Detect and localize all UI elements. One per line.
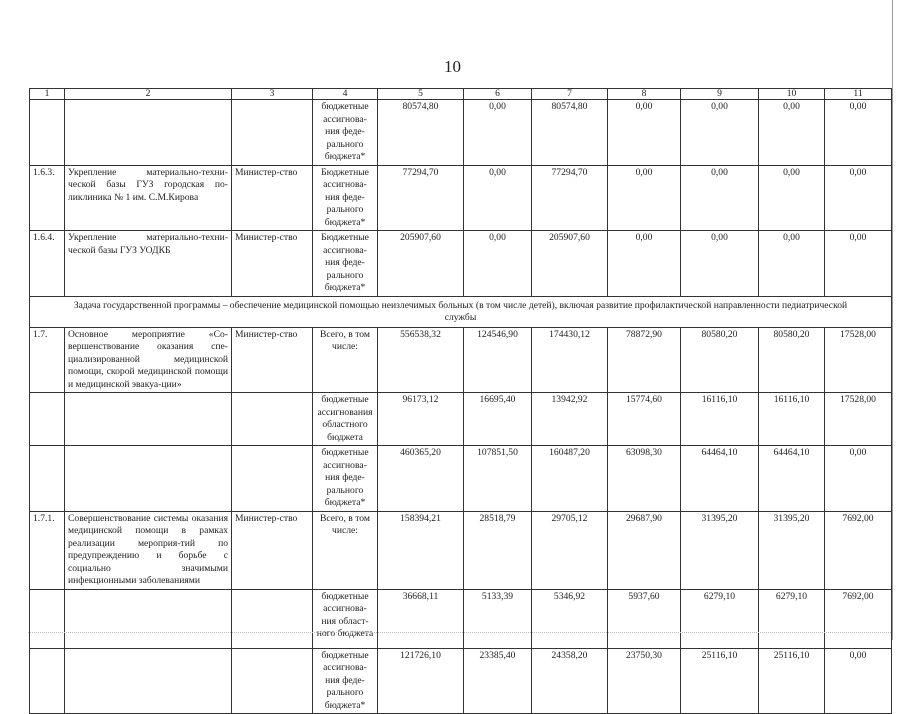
value-year-cell: 16116,10 [681, 393, 759, 446]
section-row [30, 296, 892, 327]
table-row [30, 165, 892, 231]
value-year-cell: 16695,40 [464, 393, 532, 446]
value-year-cell: 0,00 [608, 165, 681, 231]
responsible-cell [232, 100, 313, 166]
table-row [30, 100, 892, 166]
value-year-cell: 31395,20 [759, 511, 825, 589]
value-year-cell: 107851,50 [464, 446, 532, 512]
value-year-cell: 0,00 [464, 100, 532, 166]
responsible-cell [232, 446, 313, 512]
responsible-cell: Министер-ство [232, 165, 313, 231]
value-year-cell: 0,00 [759, 231, 825, 297]
value-year-cell: 0,00 [825, 100, 892, 166]
value-year-cell: 0,00 [681, 231, 759, 297]
value-year-cell: 23750,30 [608, 648, 681, 714]
table-row [30, 231, 892, 297]
value-year-cell: 78872,90 [608, 327, 681, 393]
value-year-cell: 124546,90 [464, 327, 532, 393]
value-year-cell: 80580,20 [681, 327, 759, 393]
value-year-cell: 80574,80 [532, 100, 608, 166]
value-year-cell: 5133,39 [464, 589, 532, 648]
value-year-cell: 0,00 [825, 446, 892, 512]
value-year-cell: 77294,70 [532, 165, 608, 231]
col-header: 4 [313, 89, 378, 100]
value-total-cell: 158394,21 [378, 511, 464, 589]
col-header: 9 [681, 89, 759, 100]
value-year-cell: 0,00 [681, 165, 759, 231]
value-year-cell: 7692,00 [825, 589, 892, 648]
value-year-cell: 0,00 [759, 165, 825, 231]
value-total-cell: 96173,12 [378, 393, 464, 446]
activity-name-cell: Укрепление материально-техни-ческой базы ГУЗ УОДКБ [65, 231, 232, 297]
responsible-cell: Министер-ство [232, 511, 313, 589]
value-year-cell: 28518,79 [464, 511, 532, 589]
responsible-cell [232, 393, 313, 446]
value-year-cell: 6279,10 [681, 589, 759, 648]
value-year-cell: 23385,40 [464, 648, 532, 714]
bottom-dotted-line [28, 632, 891, 634]
value-year-cell: 160487,20 [532, 446, 608, 512]
col-header: 7 [532, 89, 608, 100]
col-header: 1 [30, 89, 65, 100]
value-year-cell: 0,00 [681, 100, 759, 166]
col-header: 3 [232, 89, 313, 100]
activity-name-cell [65, 446, 232, 512]
value-year-cell: 64464,10 [681, 446, 759, 512]
col-header: 10 [759, 89, 825, 100]
value-year-cell: 205907,60 [532, 231, 608, 297]
col-header: 2 [65, 89, 232, 100]
table-row [30, 648, 892, 714]
value-year-cell: 24358,20 [532, 648, 608, 714]
col-header: 8 [608, 89, 681, 100]
value-year-cell: 0,00 [825, 231, 892, 297]
row-number-cell [30, 100, 65, 166]
row-number-cell [30, 446, 65, 512]
value-year-cell: 5937,60 [608, 589, 681, 648]
responsible-cell: Министер-ство [232, 327, 313, 393]
funding-source-cell: бюджетные ассигнова-ния феде-рального бюджета* [313, 446, 378, 512]
funding-source-cell: Всего, в том числе: [313, 327, 378, 393]
section-title: Задача государственной программы – обеспечение медицинской помощью неизлечимых больных (в том числе детей), включая развитие профилактической направленности педиатрической службы [30, 296, 892, 327]
col-header: 11 [825, 89, 892, 100]
table-row [30, 589, 892, 648]
value-total-cell: 460365,20 [378, 446, 464, 512]
funding-source-cell: бюджетные ассигнова-ния феде-рального бюджета* [313, 100, 378, 166]
value-year-cell: 25116,10 [759, 648, 825, 714]
value-total-cell: 36668,11 [378, 589, 464, 648]
value-year-cell: 63098,30 [608, 446, 681, 512]
budget-table [29, 88, 892, 714]
page-number: 10 [444, 57, 461, 76]
funding-source-cell: бюджетные ассигнования областного бюджета [313, 393, 378, 446]
value-year-cell: 7692,00 [825, 511, 892, 589]
value-year-cell: 0,00 [464, 231, 532, 297]
activity-name-cell: Укрепление материально-техни-ческой базы ГУЗ городская по-ликлиника № 1 им. С.М.Кирова [65, 165, 232, 231]
value-year-cell: 64464,10 [759, 446, 825, 512]
col-header: 5 [378, 89, 464, 100]
value-year-cell: 80580,20 [759, 327, 825, 393]
value-year-cell: 0,00 [825, 648, 892, 714]
value-year-cell: 0,00 [825, 165, 892, 231]
table-row [30, 393, 892, 446]
value-total-cell: 80574,80 [378, 100, 464, 166]
responsible-cell: Министер-ство [232, 231, 313, 297]
activity-name-cell [65, 100, 232, 166]
value-year-cell: 13942,92 [532, 393, 608, 446]
value-year-cell: 0,00 [608, 100, 681, 166]
value-total-cell: 121726,10 [378, 648, 464, 714]
activity-name-cell [65, 589, 232, 648]
page-edge [892, 0, 893, 640]
activity-name-cell [65, 648, 232, 714]
value-year-cell: 29705,12 [532, 511, 608, 589]
table-row [30, 446, 892, 512]
value-year-cell: 6279,10 [759, 589, 825, 648]
row-number-cell [30, 393, 65, 446]
value-year-cell: 0,00 [759, 100, 825, 166]
value-year-cell: 15774,60 [608, 393, 681, 446]
row-number-cell: 1.7. [30, 327, 65, 393]
table-row [30, 327, 892, 393]
value-year-cell: 31395,20 [681, 511, 759, 589]
funding-source-cell: Всего, в том числе: [313, 511, 378, 589]
value-total-cell: 77294,70 [378, 165, 464, 231]
activity-name-cell: Основное мероприятие «Со-вершенствование оказания спе-циализированной медицинской помощи, скорой медицинской помощи и медицинской эвакуа-ции» [65, 327, 232, 393]
funding-source-cell: Бюджетные ассигнова-ния феде-рального бюджета* [313, 231, 378, 297]
value-year-cell: 0,00 [464, 165, 532, 231]
value-year-cell: 5346,92 [532, 589, 608, 648]
row-number-cell [30, 589, 65, 648]
responsible-cell [232, 589, 313, 648]
funding-source-cell: бюджетные ассигнова-ния област-ного бюджета [313, 589, 378, 648]
activity-name-cell: Совершенствование системы оказания медицинской помощи в рамках реализации мероприя-тий по предупреждению и борьбе с социально значимыми инфекционными заболеваниями [65, 511, 232, 589]
value-year-cell: 174430,12 [532, 327, 608, 393]
table-row [30, 511, 892, 589]
row-number-cell: 1.6.4. [30, 231, 65, 297]
col-header: 6 [464, 89, 532, 100]
funding-source-cell: Бюджетные ассигнова-ния феде-рального бюджета* [313, 165, 378, 231]
value-year-cell: 16116,10 [759, 393, 825, 446]
value-total-cell: 205907,60 [378, 231, 464, 297]
value-year-cell: 29687,90 [608, 511, 681, 589]
value-year-cell: 25116,10 [681, 648, 759, 714]
row-number-cell: 1.7.1. [30, 511, 65, 589]
value-year-cell: 17528,00 [825, 327, 892, 393]
activity-name-cell [65, 393, 232, 446]
value-year-cell: 17528,00 [825, 393, 892, 446]
funding-source-cell: бюджетные ассигнова-ния феде-рального бюджета* [313, 648, 378, 714]
value-year-cell: 0,00 [608, 231, 681, 297]
value-total-cell: 556538,32 [378, 327, 464, 393]
row-number-cell: 1.6.3. [30, 165, 65, 231]
column-header-row [30, 89, 892, 100]
responsible-cell [232, 648, 313, 714]
row-number-cell [30, 648, 65, 714]
